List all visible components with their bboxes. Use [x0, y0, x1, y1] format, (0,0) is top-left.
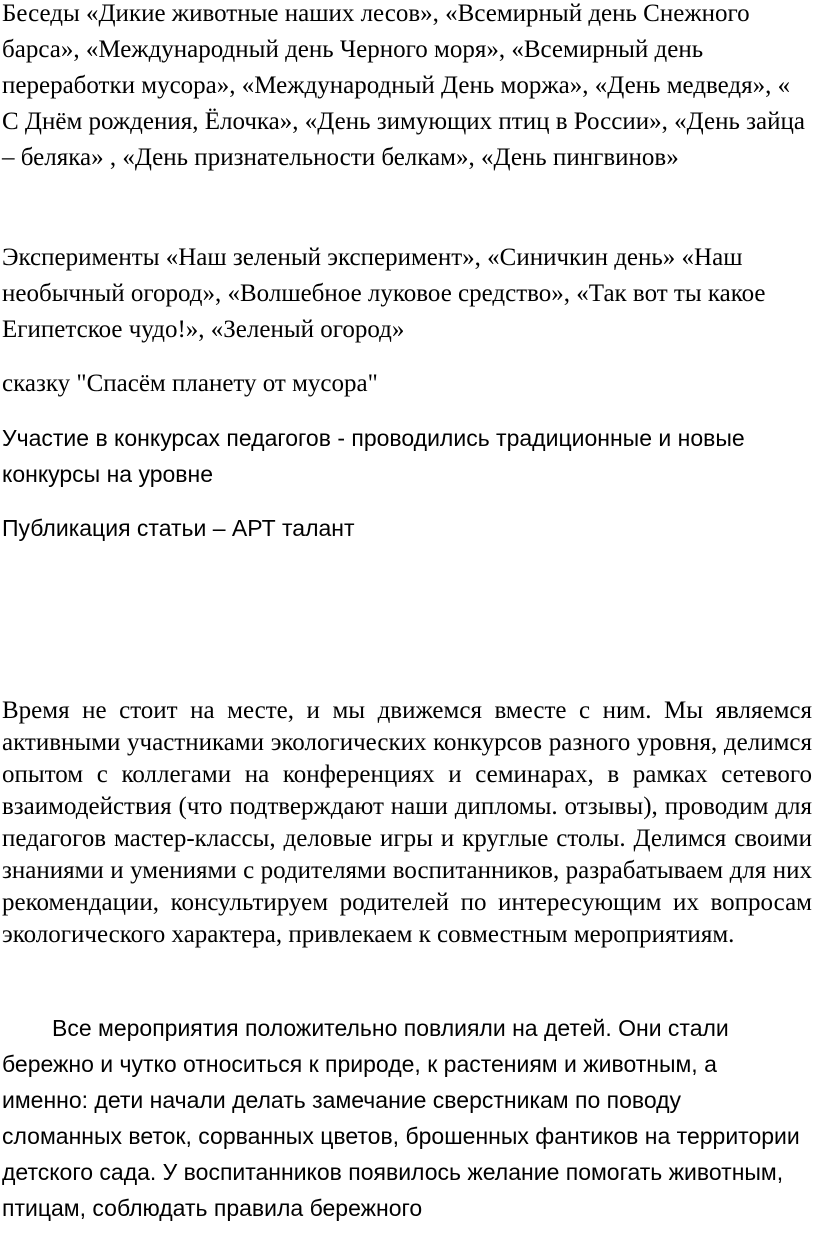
paragraph-time-moves: Время не стоит на месте, и мы движемся вместе с ним. Мы являемся активными участниками экологических конкурсов разного уровня, делимся опытом с коллегами на конференциях и семинарах, в рамках сетевого взаимодействия (что подтверждают наши дипломы. отзывы), проводим для педагогов мастер-классы, деловые игры и круглые столы. Делимся своими знаниями и умениями с родителями воспитанников, разрабатываем для них рекомендации, консультируем родителей по интересующим их вопросам экологического характера, привлекаем к совместным мероприятиям. — [2, 697, 812, 948]
paragraph-conclusion-text: Все мероприятия положительно повлияли на детей. Они стали бережно и чутко относиться к природе, к растениям и животным, а именно: дети начали делать замечание сверстникам по поводу сломанных веток, сорванных цветов, брошенных фантиков на территории детского сада. У воспитанников появилось желание помогать животным, птицам, соблюдать правила бережного — [2, 1015, 800, 1221]
paragraph-publication: Публикация статьи – АРТ талант — [2, 515, 355, 541]
paragraph-fairy-tale: сказку "Спасём планету от мусора" — [2, 370, 378, 397]
paragraph-experiments: Эксперименты «Наш зеленый эксперимент», «Синичкин день» «Наш необычный огород», «Волшебное луковое средство», «Так вот ты какое Египетское чудо!», «Зеленый огород» — [2, 244, 766, 343]
paragraph-conclusion — [2, 1010, 802, 1226]
paragraph-conversations: Беседы «Дикие животные наших лесов», «Всемирный день Снежного барса», «Международный день Черного моря», «Всемирный день переработки мусора», «Международный День моржа», «День медведя», « С Днём рождения, Ёлочка», «День зимующих птиц в России», «День зайца – беляка» , «День признательности белкам», «День пингвинов» — [2, 0, 805, 171]
paragraph-teacher-contests: Участие в конкурсах педагогов - проводились традиционные и новые конкурсы на уровне — [2, 425, 745, 487]
